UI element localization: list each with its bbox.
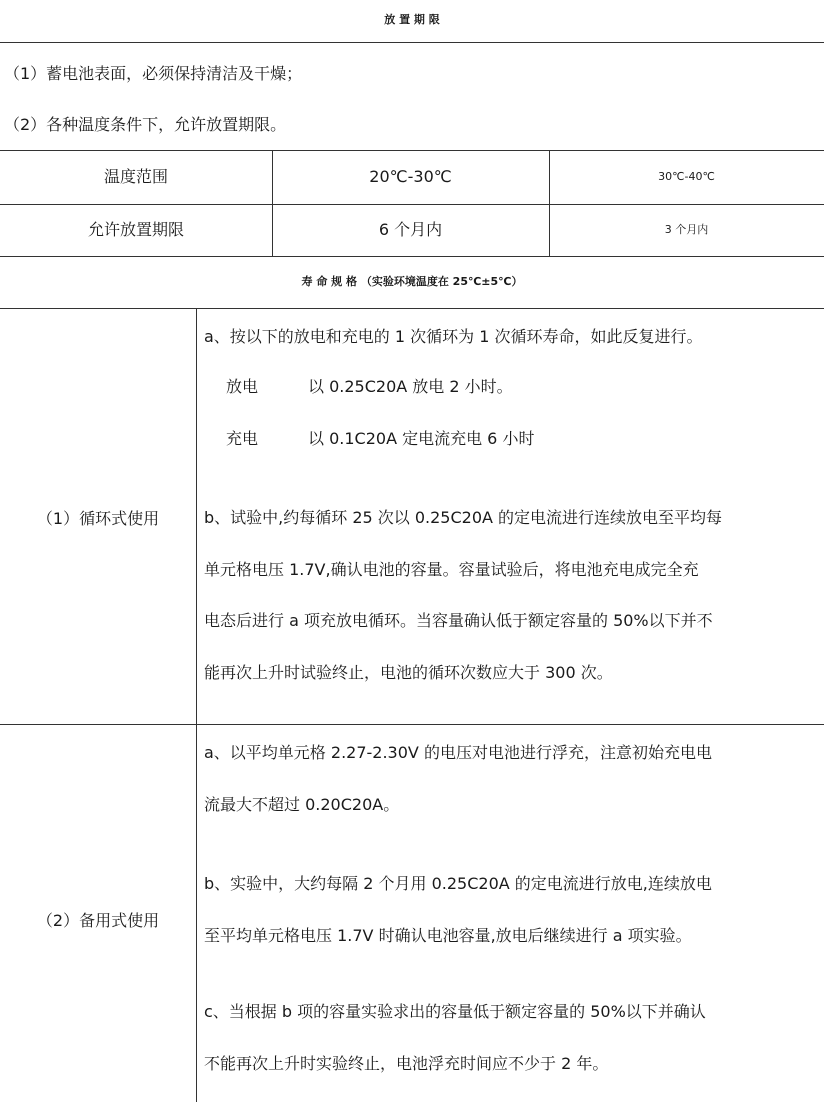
table-period-b: 3 个月内	[664, 223, 709, 236]
charge-desc: 以 0.1C20A 定电流充电 6 小时	[308, 429, 535, 448]
table-col-divider-1	[272, 150, 273, 256]
rule-above-storage-table	[0, 150, 824, 151]
table-period-label: 允许放置期限	[87, 220, 184, 239]
discharge-term: 放电	[226, 377, 259, 396]
discharge-desc: 以 0.25C20A 放电 2 小时。	[308, 377, 513, 396]
usage-label-col-divider	[196, 308, 197, 1102]
table-col-divider-2	[549, 150, 550, 256]
storage-note-1: （1）蓄电池表面，必须保持清洁及干燥；	[4, 64, 303, 83]
storage-title: 放 置 期 限	[384, 13, 440, 26]
standby-item-c-line-1: c、当根据 b 项的容量实验求出的容量低于额定容量的 50%以下并确认	[204, 1002, 706, 1021]
cycle-use-label: （1）循环式使用	[36, 509, 160, 528]
rule-between-usage-rows	[0, 724, 824, 725]
table-temp-label: 温度范围	[103, 167, 168, 186]
table-temp-b: 30℃-40℃	[658, 170, 715, 183]
cycle-item-b-line-1: b、试验中,约每循环 25 次以 0.25C20A 的定电流进行连续放电至平均每	[204, 508, 723, 527]
standby-item-b-line-1: b、实验中，大约每隔 2 个月用 0.25C20A 的定电流进行放电,连续放电	[204, 874, 712, 893]
rule-below-storage-title	[0, 42, 824, 43]
cycle-item-a: a、按以下的放电和充电的 1 次循环为 1 次循环寿命，如此反复进行。	[204, 327, 703, 346]
standby-use-label: （2）备用式使用	[36, 911, 160, 930]
charge-term: 充电	[226, 429, 259, 448]
standby-item-a-line-2: 流最大不超过 0.20C20A。	[204, 795, 400, 814]
rule-below-storage-table	[0, 256, 824, 257]
standby-item-b-line-2: 至平均单元格电压 1.7V 时确认电池容量,放电后继续进行 a 项实验。	[204, 926, 692, 945]
table-period-a: 6 个月内	[378, 220, 443, 239]
standby-item-c-line-2: 不能再次上升时实验终止，电池浮充时间应不少于 2 年。	[204, 1054, 609, 1073]
table-temp-a: 20℃-30℃	[369, 167, 452, 186]
life-title: 寿 命 规 格 （实验环境温度在 25℃±5℃）	[301, 275, 523, 288]
rule-table-row-divider	[0, 204, 824, 205]
cycle-item-b-line-4: 能再次上升时试验终止，电池的循环次数应大于 300 次。	[204, 663, 613, 682]
cycle-item-b-line-3: 电态后进行 a 项充放电循环。当容量确认低于额定容量的 50%以下并不	[204, 611, 713, 630]
storage-note-2: （2）各种温度条件下，允许放置期限。	[4, 115, 287, 134]
standby-item-a-line-1: a、以平均单元格 2.27-2.30V 的电压对电池进行浮充，注意初始充电电	[204, 743, 712, 762]
rule-below-life-title	[0, 308, 824, 309]
cycle-item-b-line-2: 单元格电压 1.7V,确认电池的容量。容量试验后，将电池充电成完全充	[204, 560, 699, 579]
